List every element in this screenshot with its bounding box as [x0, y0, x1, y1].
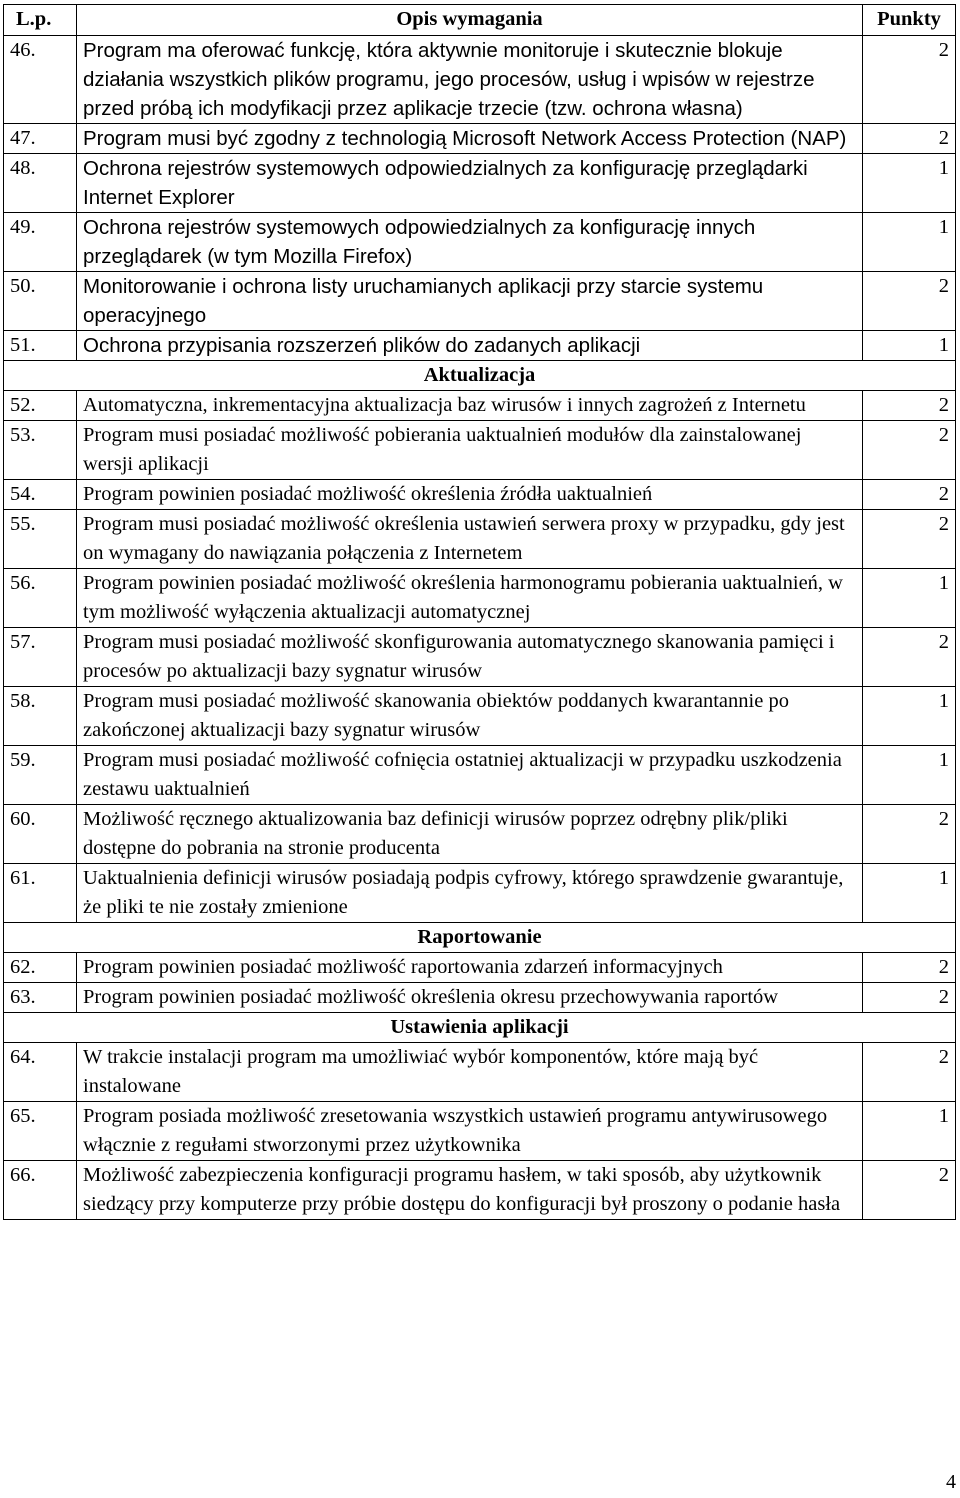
requirement-description: Program powinien posiadać możliwość określenia okresu przechowywania raportów: [77, 983, 863, 1013]
row-number: 52.: [4, 391, 77, 421]
table-row: [4, 569, 956, 628]
requirement-description: Ochrona rejestrów systemowych odpowiedzialnych za konfigurację przeglądarki Internet Explorer: [77, 154, 863, 213]
row-number: 54.: [4, 480, 77, 510]
table-row: [4, 36, 956, 124]
requirement-description: Monitorowanie i ochrona listy uruchamianych aplikacji przy starcie systemu operacyjnego: [77, 272, 863, 331]
row-number: 47.: [4, 124, 77, 154]
requirement-description: Program musi posiadać możliwość skonfigurowania automatycznego skanowania pamięci i procesów po aktualizacji bazy sygnatur wirusów: [77, 628, 863, 687]
table-row: [4, 154, 956, 213]
requirement-description: Automatyczna, inkrementacyjna aktualizacja baz wirusów i innych zagrożeń z Internetu: [77, 391, 863, 421]
table-row: [4, 1161, 956, 1220]
table-row: [4, 510, 956, 569]
requirement-description: Program powinien posiadać możliwość raportowania zdarzeń informacyjnych: [77, 953, 863, 983]
row-points: 2: [863, 1043, 956, 1102]
section-row: [4, 361, 956, 391]
row-points: 1: [863, 864, 956, 923]
row-points: 1: [863, 213, 956, 272]
row-number: 57.: [4, 628, 77, 687]
page-number: 4: [946, 1471, 956, 1493]
row-points: 2: [863, 421, 956, 480]
row-number: 58.: [4, 687, 77, 746]
table-row: [4, 213, 956, 272]
table-row: [4, 687, 956, 746]
table-row: [4, 480, 956, 510]
table-row: [4, 746, 956, 805]
requirement-description: Program ma oferować funkcję, która aktywnie monitoruje i skutecznie blokuje działania wszystkich plików programu, jego procesów, usług i wpisów w rejestrze przed próbą ich modyfikacji przez aplikacje trzecie (tzw. ochrona własna): [77, 36, 863, 124]
requirement-description: Program posiada możliwość zresetowania wszystkich ustawień programu antywirusowego włącznie z regułami stworzonymi przez użytkownika: [77, 1102, 863, 1161]
row-number: 55.: [4, 510, 77, 569]
requirement-description: Program powinien posiadać możliwość określenia harmonogramu pobierania uaktualnień, w tym możliwość wyłączenia aktualizacji automatycznej: [77, 569, 863, 628]
requirement-description: Uaktualnienia definicji wirusów posiadają podpis cyfrowy, którego sprawdzenie gwarantuje, że pliki te nie zostały zmienione: [77, 864, 863, 923]
requirement-description: Program powinien posiadać możliwość określenia źródła uaktualnień: [77, 480, 863, 510]
table-row: [4, 628, 956, 687]
row-number: 51.: [4, 331, 77, 361]
row-number: 46.: [4, 36, 77, 124]
requirement-description: Możliwość zabezpieczenia konfiguracji programu hasłem, w taki sposób, aby użytkownik siedzący przy komputerze przy próbie dostępu do konfiguracji był proszony o podanie hasła: [77, 1161, 863, 1220]
row-number: 64.: [4, 1043, 77, 1102]
section-row: [4, 923, 956, 953]
header-lp: L.p.: [4, 5, 77, 36]
requirement-description: Ochrona przypisania rozszerzeń plików do zadanych aplikacji: [77, 331, 863, 361]
row-points: 2: [863, 1161, 956, 1220]
header-description: Opis wymagania: [77, 5, 863, 36]
row-number: 66.: [4, 1161, 77, 1220]
row-points: 2: [863, 983, 956, 1013]
requirement-description: Możliwość ręcznego aktualizowania baz definicji wirusów poprzez odrębny plik/pliki dostępne do pobrania na stronie producenta: [77, 805, 863, 864]
row-points: 1: [863, 154, 956, 213]
table-body: [4, 36, 956, 1220]
requirement-description: W trakcie instalacji program ma umożliwiać wybór komponentów, które mają być instalowane: [77, 1043, 863, 1102]
row-number: 50.: [4, 272, 77, 331]
table-row: [4, 272, 956, 331]
row-number: 48.: [4, 154, 77, 213]
table-row: [4, 391, 956, 421]
table-row: [4, 983, 956, 1013]
row-points: 2: [863, 805, 956, 864]
row-number: 56.: [4, 569, 77, 628]
table-row: [4, 421, 956, 480]
section-row: [4, 1013, 956, 1043]
section-heading: Raportowanie: [4, 923, 956, 953]
row-points: 2: [863, 391, 956, 421]
row-points: 2: [863, 36, 956, 124]
requirement-description: Program musi posiadać możliwość cofnięcia ostatniej aktualizacji w przypadku uszkodzenia zestawu uaktualnień: [77, 746, 863, 805]
table-header-row: [4, 5, 956, 36]
section-heading: Aktualizacja: [4, 361, 956, 391]
row-number: 65.: [4, 1102, 77, 1161]
row-number: 59.: [4, 746, 77, 805]
requirements-table: [3, 4, 956, 1220]
requirement-description: Program musi być zgodny z technologią Microsoft Network Access Protection (NAP): [77, 124, 863, 154]
row-points: 2: [863, 124, 956, 154]
row-number: 53.: [4, 421, 77, 480]
row-points: 1: [863, 569, 956, 628]
table-row: [4, 124, 956, 154]
row-points: 2: [863, 510, 956, 569]
row-number: 49.: [4, 213, 77, 272]
header-points: Punkty: [863, 5, 956, 36]
row-number: 62.: [4, 953, 77, 983]
row-number: 60.: [4, 805, 77, 864]
row-points: 2: [863, 953, 956, 983]
row-points: 1: [863, 1102, 956, 1161]
table-row: [4, 953, 956, 983]
table-row: [4, 864, 956, 923]
row-points: 2: [863, 480, 956, 510]
requirement-description: Program musi posiadać możliwość określenia ustawień serwera proxy w przypadku, gdy jest on wymagany do nawiązania połączenia z Internetem: [77, 510, 863, 569]
requirement-description: Program musi posiadać możliwość skanowania obiektów poddanych kwarantannie po zakończonej aktualizacji bazy sygnatur wirusów: [77, 687, 863, 746]
row-points: 1: [863, 687, 956, 746]
row-points: 1: [863, 331, 956, 361]
table-row: [4, 1043, 956, 1102]
requirement-description: Program musi posiadać możliwość pobierania uaktualnień modułów dla zainstalowanej wersji aplikacji: [77, 421, 863, 480]
requirement-description: Ochrona rejestrów systemowych odpowiedzialnych za konfigurację innych przeglądarek (w tym Mozilla Firefox): [77, 213, 863, 272]
row-points: 2: [863, 628, 956, 687]
row-points: 2: [863, 272, 956, 331]
table-row: [4, 1102, 956, 1161]
row-points: 1: [863, 746, 956, 805]
table-row: [4, 331, 956, 361]
row-number: 63.: [4, 983, 77, 1013]
row-number: 61.: [4, 864, 77, 923]
table-row: [4, 805, 956, 864]
section-heading: Ustawienia aplikacji: [4, 1013, 956, 1043]
